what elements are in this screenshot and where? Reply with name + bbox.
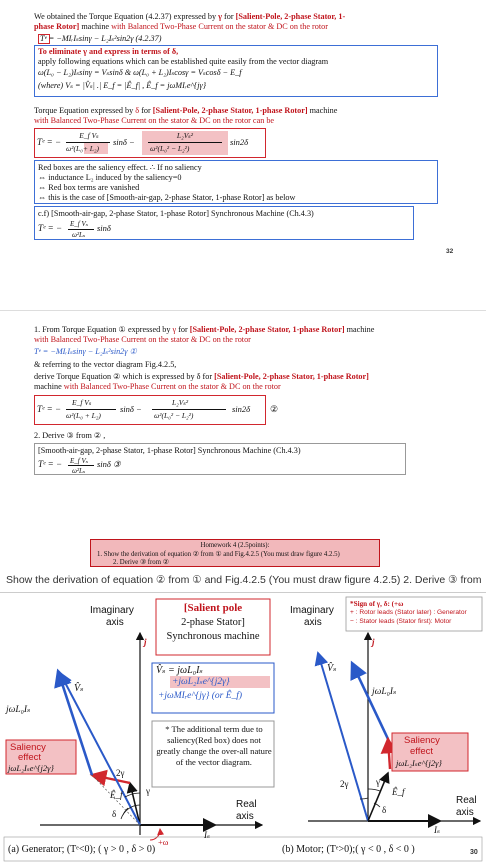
machine-type: phase Rotor] [34,22,80,31]
fraction-2-numerator: L₂Vₛ² [176,131,194,140]
sign-plus: + : Rotor leads (Stator later) : Generator [350,609,467,616]
homework-title: Homework 4 (2.5points): [200,542,270,549]
sin-delta-term: sinδ − [113,137,135,147]
imag-axis-label-right: Imaginary [290,605,334,616]
sin-2-delta-term: sin2δ [232,404,251,414]
vs-equation-line-3: +jωMIᵣe^{jγ} (or Ê_f) [158,691,243,701]
delta-symbol: δ [135,106,140,115]
fraction-1-numerator: E_f Vₛ [72,398,92,407]
smooth-denominator: ω²Lₛ [72,231,86,239]
homework-box [90,539,380,567]
gamma-symbol: γ [172,325,177,334]
saliency-item: ⇔ Red box terms are vanished [38,183,140,192]
label-ef-right: Ê_f [392,787,405,797]
step1-condition: with Balanced Two-Phase Current on the stator & DC on the rotor [34,335,251,344]
saliency-item: ⇔ inductance L₂ induced by the saliency=0 [38,173,182,182]
imag-axis-label-left: Imaginary [90,605,134,616]
condition-text: with Balanced Two-Phase Current on the stator & DC on the rotor [63,382,281,391]
label-omega-left: +ω [158,837,169,847]
page-number: 30 [470,849,478,856]
fraction-1-numerator: E_f Vₛ [79,131,99,140]
smooth-denominator: ω²Lₛ [72,467,86,475]
text: machine [309,106,338,115]
eliminate-heading: To eliminate γ and express in terms of δ, [38,47,179,56]
label-2gamma-right: 2γ [340,779,349,789]
machine-type: [Salient-Pole, 2-phase Stator, 1-phase Rotor] [189,325,345,334]
title-line-3: Synchronous machine [166,631,260,642]
ef-vector-left [130,783,140,825]
real-axis-label-right: Real [456,795,477,806]
text: 1. From Torque Equation ① expressed by [34,325,171,334]
page-number: 32 [446,248,454,255]
imag-axis-label-right: axis [304,617,322,628]
caption-text: Show the derivation of equation ② from ① and Fig.4.2.5 (You must draw figure 4.2.5) 2. Derive ③ from [6,574,482,586]
fraction-bar [66,409,116,410]
vs-equation-line-2: +jωL₂Iₛe^{j2γ} [172,677,230,687]
equation-4-2-37: Tᵉ = −MIᵣIₛsinγ − L₂Iₛ²sin2γ (4.2.37) [40,34,162,43]
label-gamma-right: γ [376,777,380,787]
machine-type: [Salient-Pole, 2-phase Stator, 1- [235,12,346,21]
slide-vector-diagram [0,592,486,862]
caption-motor: (b) Motor; (Tᵉ>0);( γ < 0 , δ < 0 ) [282,844,415,855]
caption-generator: (a) Generator; (Tᵉ<0); ( γ > 0 , δ > 0) [8,844,156,855]
condition-text: with Balanced Two-Phase Current on the stator & DC on the rotor [111,22,328,31]
jwl0is-vector-right [352,663,388,739]
real-axis-label-left: axis [236,811,254,822]
machine-type: [Salient-Pole, 2-phase Stator, 1-phase Rotor] [152,106,308,115]
text: machine [81,22,110,31]
j-label-right: j [372,637,375,647]
smooth-torque-lhs: Tᵉ = − [38,223,63,233]
definitions-equation: (where) Vₛ = |V̂ₛ| .| E_f = |Ê_f| , Ê_f = jωMIᵣe^{jγ} [38,81,206,90]
label-delta-left: δ [112,809,117,819]
saliency-label-right: effect [410,746,434,757]
label-is-right: Iₛ [434,825,441,835]
slide-homework [0,310,486,568]
fraction-bar [66,142,110,143]
saliency-equation-right: jωL₂Iₛe^{j2γ} [396,758,442,768]
fraction-bar [152,409,226,410]
slide-torque-equation [0,0,486,310]
sign-minus: − : Stator leads (Stator first): Motor [350,618,452,625]
smooth-sin-term: sinδ [97,223,111,233]
label-vs-left: V̂ₛ [74,683,84,694]
saliency-label-left: Saliency [10,742,46,753]
apply-text: apply following equations which can be established quite easily from the vector diagram [38,57,329,66]
gamma-symbol: γ [218,12,222,21]
smooth-airgap-heading: [Smooth-air-gap, 2-phase Stator, 1-phase Rotor] Synchronous Machine (Ch.4.3) [38,446,301,455]
saliency-label-left: effect [18,752,42,763]
text: We obtained the Torque Equation (4.2.37) expressed by [34,12,217,21]
angle-arc-g-right [368,789,380,791]
real-axis-label-right: axis [456,807,474,818]
equation-number-2: ② [270,404,279,414]
label-jwl0is-left: jωL₀Iₛ [6,705,31,715]
saliency-item: ⇔ this is the case of [Smooth-air-gap, 2-phase Stator, 1-phase Rotor] as below [38,193,296,202]
label-gamma-left: γ [146,786,150,796]
text: + L₂) [82,144,100,153]
label-2gamma-left: 2γ [116,768,125,778]
smooth-numerator: E_f Vₛ [70,457,89,465]
title-line-1: [Salient pole [183,602,243,614]
intro-line-1 [34,12,345,22]
label-ef-left: Ê_f [110,790,123,800]
homework-item-2: 2. Derive ③ from ② [113,559,169,566]
reference-text: & referring to the vector diagram Fig.4.2.5, [34,360,177,369]
j-label-left: j [144,637,147,647]
smooth-torque-lhs: Tᵉ = − [38,459,63,469]
text: for [178,325,188,334]
fraction-2-numerator: L₂Vₛ² [172,398,189,407]
label-is-left: Iₛ [204,830,211,840]
text: ω²(L₀ [66,144,83,153]
sign-title: *Sign of γ, δ: (+ω [350,600,404,608]
equation-1: Tᵉ = −MIᵣIₛsinγ − L₂Iₛ²sin2γ ① [34,347,137,356]
title-line-2: 2-phase Stator] [181,617,245,628]
text: Torque Equation expressed by [34,106,134,115]
label-delta-right: δ [382,805,387,815]
torque-line-1 [34,106,337,116]
smooth-sin-term: sinδ ③ [97,459,121,469]
label-vs-right: V̂ₛ [327,663,337,674]
step2-heading: 2. Derive ③ from ② , [34,431,106,440]
intro-line-2 [34,22,328,32]
derive-line2 [34,382,281,392]
real-axis-label-left: Real [236,799,257,810]
vector-equations: ω(L₀ − L₂)Iₛsinγ = Vₛsinδ & ω(L₀ + L₂)Iₛcosγ = Vₛcosδ − E_f [38,68,242,77]
saliency-note: Red boxes are the saliency effect. ∴ If no saliency [38,163,202,172]
fraction-1-denominator: ω²(L₀ + L₂) [66,411,101,420]
fraction-bar [148,142,222,143]
label-jwl0is-right: jωL₀Iₛ [372,687,397,697]
step1-line1 [34,325,374,335]
smooth-numerator: E_f Vₛ [70,220,89,228]
saliency-label-right: Saliency [404,735,440,746]
homework-item-1: 1. Show the derivation of equation ② from ① and Fig.4.2.5 (You must draw figure 4.2.5) [97,550,340,558]
saliency-vector-right [388,739,390,769]
text: derive Torque Equation ② which is expressed by δ for [34,372,213,381]
text: machine [346,325,375,334]
saliency-note: * The additional term due to saliency(Red box) does not greatly change the over-all nature of the vector diagram. [156,724,272,767]
torque-condition: with Balanced Two-Phase Current on the stator & DC on the rotor can be [34,116,275,125]
saliency-equation-left: jωL₂Iₛe^{j2γ} [8,763,54,773]
derive-line1 [34,372,369,382]
text: for [141,106,151,115]
fraction-2-denominator: ω²(L₀² − L₂²) [154,411,194,420]
sin-delta-term: sinδ − [120,404,142,414]
imag-axis-label-left: axis [106,617,124,628]
vs-equation-line-1: V̂ₛ = jωL₀Iₛ [156,665,203,676]
fraction-1-denominator [66,144,99,154]
text: for [224,12,234,21]
machine-type: [Salient-Pole, 2-phase Stator, 1-phase Rotor] [214,372,369,381]
sin-2-delta-term: sin2δ [230,137,249,147]
torque-lhs: Tᵉ = − [37,404,62,414]
fraction-2-denominator: ω²(L₀² − L₂²) [150,144,190,153]
smooth-airgap-heading: c.f) [Smooth-air-gap, 2-phase Stator, 1-phase Rotor] Synchronous Machine (Ch.4.3) [38,209,314,218]
torque-lhs: Tᵉ = − [37,137,62,147]
text: machine [34,382,62,391]
